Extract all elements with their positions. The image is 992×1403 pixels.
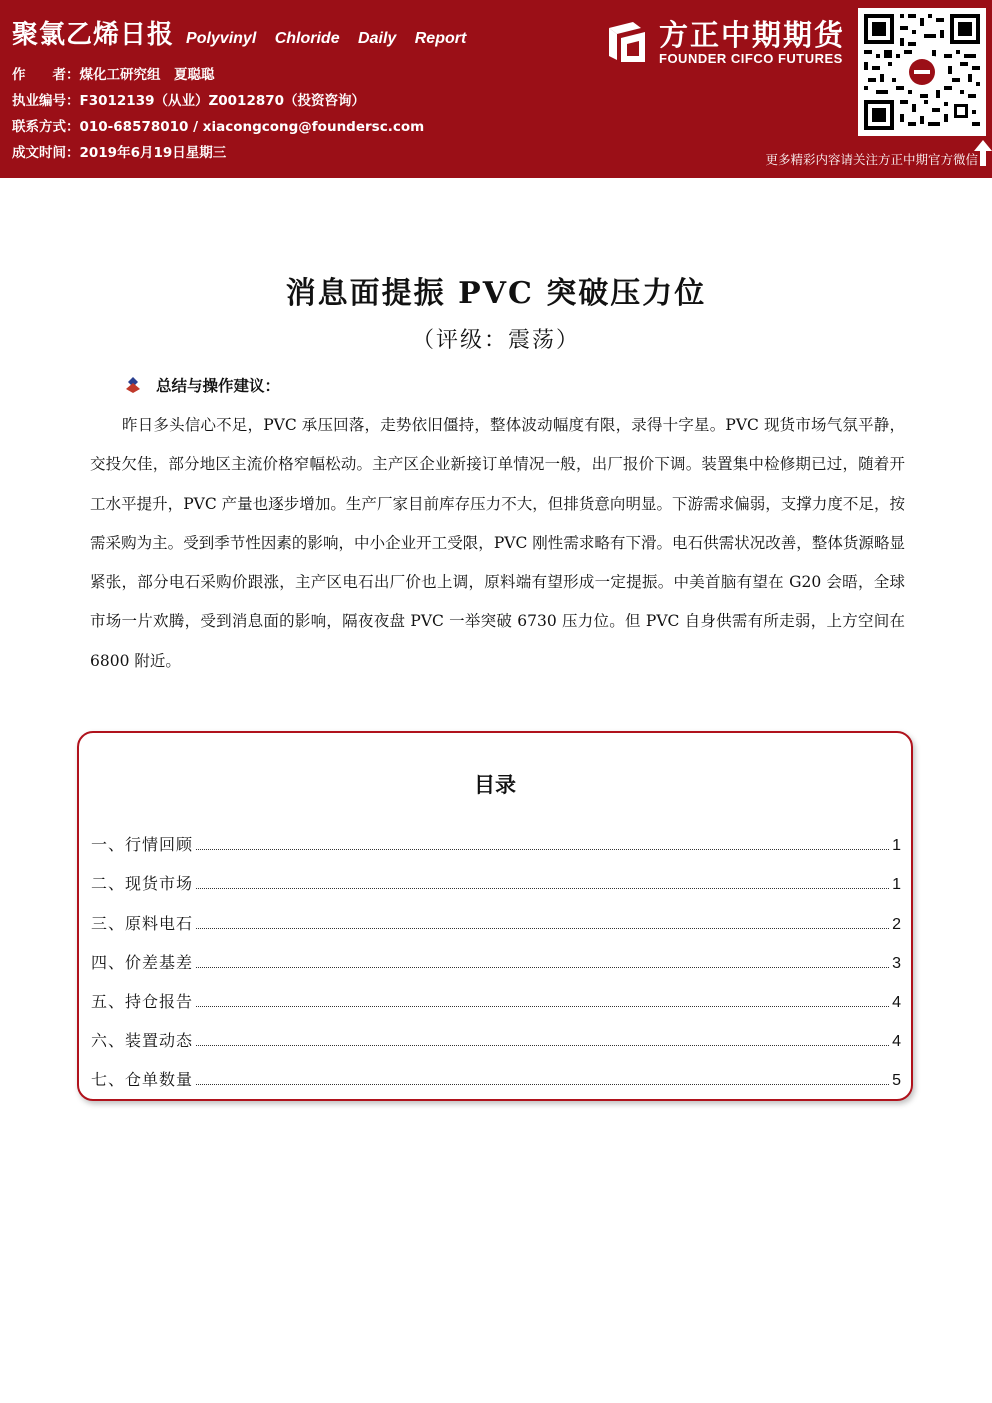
header-divider <box>0 172 992 178</box>
toc-item-label: 三、原料电石 <box>91 913 194 933</box>
header-title-row <box>12 14 466 51</box>
report-rating: （评级：震荡） <box>411 328 580 353</box>
toc-item[interactable] <box>91 894 901 933</box>
author-value: 煤化工研究组 夏聪聪 <box>79 67 215 83</box>
toc-leader-dots <box>196 849 889 850</box>
toc-item-page: 4 <box>892 1033 901 1051</box>
toc-item-page: 1 <box>892 837 901 855</box>
summary-body: 昨日多头信心不足，PVC 承压回落，走势依旧僵持，整体波动幅度有限，录得十字星。PVC 现货市场气氛平静，交投欠佳，部分地区主流价格窄幅松动。主产区企业新接订单情况一般，出厂报价下调。装置集中检修期已过，随着开工水平提升，PVC 产量也逐步增加。生产厂家目前库存压力不大，但排货意向明显。下游需求偏弱，支撑力度不足，按需采购为主。受到季节性因素的影响，中小企业开工受限，PVC 刚性需求略有下滑。电石供需状况改善，整体货源略显紧张，部分电石采购价跟涨，主产区电石出厂价也上调，原料端有望形成一定提振。中美首脑有望在 G20 会晤，全球市场一片欢腾，受到消息面的影响，隔夜夜盘 PVC 一举突破 6730 压力位。但 PVC 自身供需有所走弱，上方空间在 6800 附近。 <box>90 416 905 670</box>
contact-row <box>12 114 424 140</box>
header-title-en: Polyvinyl Chloride Daily Report <box>186 30 467 47</box>
summary-heading <box>124 374 280 396</box>
toc-item-label: 五、持仓报告 <box>91 991 194 1011</box>
report-title: 消息面提振 PVC 突破压力位 <box>285 276 707 311</box>
toc-item-page: 2 <box>892 915 901 933</box>
toc-leader-dots <box>196 1084 889 1085</box>
summary-heading-text: 总结与操作建议： <box>156 377 281 395</box>
license-label: 执业编号： <box>12 93 80 109</box>
toc-item-page: 4 <box>892 993 901 1011</box>
follow-wechat-text: 更多精彩内容请关注方正中期官方微信 <box>765 152 978 167</box>
founder-logo-icon <box>603 18 651 66</box>
toc-list <box>91 816 901 1090</box>
qr-code-icon[interactable] <box>858 8 986 136</box>
header-title-cn: 聚氯乙烯日报 <box>12 20 175 50</box>
toc-leader-dots <box>196 928 889 929</box>
toc-item[interactable] <box>91 816 901 855</box>
license-value: F3012139（从业）Z0012870（投资咨询） <box>79 93 366 109</box>
toc-item-label: 六、装置动态 <box>91 1031 194 1051</box>
toc-item[interactable] <box>91 1012 901 1051</box>
contact-label: 联系方式： <box>12 119 80 135</box>
toc-leader-dots <box>196 1006 889 1007</box>
company-logo <box>603 14 855 70</box>
toc-item[interactable] <box>91 934 901 973</box>
toc-item[interactable] <box>91 855 901 894</box>
logo-cn: 方正中期期货 <box>659 17 846 52</box>
license-row <box>12 88 424 114</box>
toc-leader-dots <box>196 967 889 968</box>
toc-item-page: 5 <box>892 1072 901 1090</box>
date-value: 2019年6月19日星期三 <box>79 145 227 161</box>
report-header <box>0 0 992 172</box>
toc-item-label: 二、现货市场 <box>91 874 194 894</box>
author-row <box>12 62 424 88</box>
toc-leader-dots <box>196 1045 889 1046</box>
author-meta <box>12 62 424 166</box>
author-label: 作 者： <box>12 67 80 83</box>
logo-en: FOUNDER CIFCO FUTURES <box>659 50 843 66</box>
logo-text <box>659 19 845 66</box>
arrow-up-icon <box>974 140 992 166</box>
toc-item-label: 四、价差基差 <box>91 952 194 972</box>
contact-value[interactable]: 010-68578010 / xiacongcong@foundersc.com <box>79 119 425 135</box>
toc-item-label: 一、行情回顾 <box>91 835 194 855</box>
toc-title: 目录 <box>474 773 516 797</box>
toc-item-label: 七、仓单数量 <box>91 1070 194 1090</box>
date-row <box>12 140 424 166</box>
toc-leader-dots <box>196 888 889 889</box>
table-of-contents <box>77 731 913 1101</box>
diamond-bullet-icon <box>124 376 142 394</box>
toc-item[interactable] <box>91 973 901 1012</box>
toc-item[interactable] <box>91 1051 901 1090</box>
date-label: 成文时间： <box>12 145 80 161</box>
toc-item-page: 1 <box>892 876 901 894</box>
toc-item-page: 3 <box>892 954 901 972</box>
